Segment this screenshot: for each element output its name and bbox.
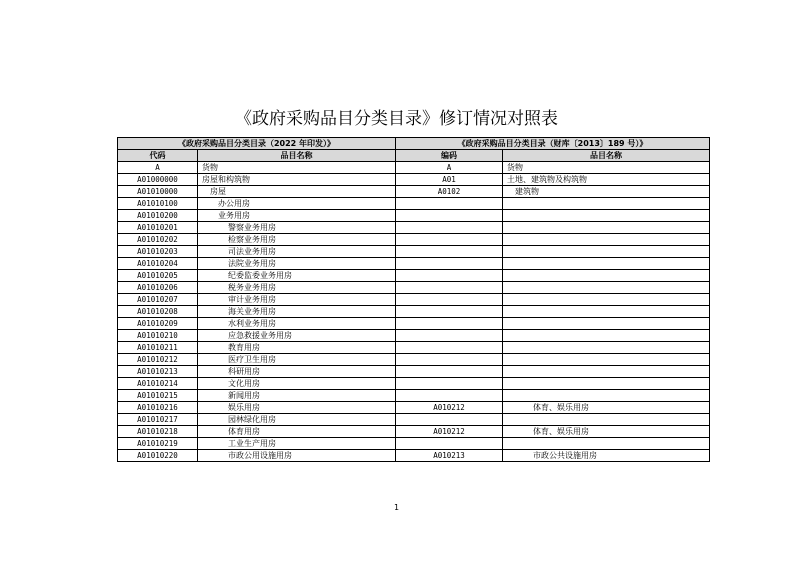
header-left-name: 品目名称	[198, 150, 396, 162]
left-name-cell: 货物	[198, 162, 396, 174]
left-name-cell: 检察业务用房	[198, 234, 396, 246]
left-name-cell: 医疗卫生用房	[198, 354, 396, 366]
left-code-cell: A01010211	[118, 342, 198, 354]
left-name-cell: 审计业务用房	[198, 294, 396, 306]
right-name-cell	[503, 438, 710, 450]
left-code-cell: A01010218	[118, 426, 198, 438]
right-code-cell: A010213	[396, 450, 503, 462]
left-code-cell: A01010205	[118, 270, 198, 282]
right-code-cell	[396, 342, 503, 354]
right-name-cell	[503, 330, 710, 342]
table-row	[118, 294, 710, 306]
table-row	[118, 366, 710, 378]
left-name-cell: 体育用房	[198, 426, 396, 438]
table-row	[118, 186, 710, 198]
left-code-cell: A01010214	[118, 378, 198, 390]
left-name-cell: 警察业务用房	[198, 222, 396, 234]
left-code-cell: A01010100	[118, 198, 198, 210]
table-row	[118, 318, 710, 330]
left-name-cell: 园林绿化用房	[198, 414, 396, 426]
left-name-cell: 司法业务用房	[198, 246, 396, 258]
table-row	[118, 426, 710, 438]
table-body	[118, 162, 710, 462]
table-row	[118, 282, 710, 294]
right-name-cell	[503, 222, 710, 234]
left-name-cell: 房屋	[198, 186, 396, 198]
left-name-cell: 水利业务用房	[198, 318, 396, 330]
right-code-cell	[396, 246, 503, 258]
left-code-cell: A01010207	[118, 294, 198, 306]
left-name-cell: 应急救援业务用房	[198, 330, 396, 342]
left-name-cell: 市政公用设施用房	[198, 450, 396, 462]
right-code-cell	[396, 210, 503, 222]
right-name-cell: 建筑物	[503, 186, 710, 198]
right-code-cell	[396, 378, 503, 390]
right-name-cell	[503, 198, 710, 210]
right-name-cell	[503, 342, 710, 354]
right-code-cell	[396, 198, 503, 210]
right-code-cell	[396, 294, 503, 306]
right-name-cell	[503, 246, 710, 258]
right-name-cell: 土地、建筑物及构筑物	[503, 174, 710, 186]
left-code-cell: A01010216	[118, 402, 198, 414]
left-name-cell: 办公用房	[198, 198, 396, 210]
table-row	[118, 222, 710, 234]
table-row	[118, 174, 710, 186]
right-code-cell	[396, 234, 503, 246]
table-row	[118, 306, 710, 318]
left-code-cell: A01010209	[118, 318, 198, 330]
right-name-cell	[503, 318, 710, 330]
right-code-cell	[396, 282, 503, 294]
table-row	[118, 450, 710, 462]
right-code-cell	[396, 270, 503, 282]
left-code-cell: A01010215	[118, 390, 198, 402]
right-name-cell	[503, 282, 710, 294]
left-name-cell: 税务业务用房	[198, 282, 396, 294]
right-code-cell	[396, 438, 503, 450]
left-code-cell: A01010206	[118, 282, 198, 294]
table-row	[118, 354, 710, 366]
table-row	[118, 342, 710, 354]
right-name-cell: 体育、娱乐用房	[503, 426, 710, 438]
right-name-cell: 体育、娱乐用房	[503, 402, 710, 414]
table-row	[118, 330, 710, 342]
left-code-cell: A	[118, 162, 198, 174]
left-name-cell: 工业生产用房	[198, 438, 396, 450]
right-code-cell	[396, 306, 503, 318]
left-name-cell: 新闻用房	[198, 390, 396, 402]
right-code-cell: A0102	[396, 186, 503, 198]
group-header-row	[118, 138, 710, 150]
right-name-cell	[503, 270, 710, 282]
table-row	[118, 438, 710, 450]
right-name-cell	[503, 366, 710, 378]
table-row	[118, 234, 710, 246]
left-code-cell: A01010213	[118, 366, 198, 378]
left-name-cell: 娱乐用房	[198, 402, 396, 414]
table-row	[118, 390, 710, 402]
right-code-cell	[396, 366, 503, 378]
right-code-cell	[396, 258, 503, 270]
page-title: 《政府采购品目分类目录》修订情况对照表	[235, 109, 558, 129]
right-name-cell: 市政公共设施用房	[503, 450, 710, 462]
left-code-cell: A01010219	[118, 438, 198, 450]
group-header-2022: 《政府采购品目分类目录（2022 年印发）》	[118, 138, 396, 150]
right-name-cell	[503, 390, 710, 402]
left-code-cell: A01010212	[118, 354, 198, 366]
page-number: 1	[393, 503, 400, 512]
right-code-cell	[396, 330, 503, 342]
right-code-cell	[396, 390, 503, 402]
right-code-cell: A010212	[396, 426, 503, 438]
left-code-cell: A01010202	[118, 234, 198, 246]
left-code-cell: A01000000	[118, 174, 198, 186]
right-code-cell	[396, 414, 503, 426]
column-header-row	[118, 150, 710, 162]
left-name-cell: 教育用房	[198, 342, 396, 354]
right-name-cell	[503, 210, 710, 222]
table-row	[118, 198, 710, 210]
comparison-table	[117, 137, 710, 462]
left-code-cell: A01010217	[118, 414, 198, 426]
left-name-cell: 海关业务用房	[198, 306, 396, 318]
left-name-cell: 法院业务用房	[198, 258, 396, 270]
right-code-cell	[396, 354, 503, 366]
right-code-cell: A01	[396, 174, 503, 186]
right-code-cell	[396, 222, 503, 234]
table-row	[118, 270, 710, 282]
table-row	[118, 210, 710, 222]
left-name-cell: 文化用房	[198, 378, 396, 390]
table-row	[118, 402, 710, 414]
left-name-cell: 纪委监委业务用房	[198, 270, 396, 282]
right-name-cell	[503, 414, 710, 426]
left-code-cell: A01010200	[118, 210, 198, 222]
table-row	[118, 414, 710, 426]
left-name-cell: 科研用房	[198, 366, 396, 378]
left-name-cell: 业务用房	[198, 210, 396, 222]
left-code-cell: A01010000	[118, 186, 198, 198]
table-row	[118, 378, 710, 390]
right-name-cell: 货物	[503, 162, 710, 174]
right-name-cell	[503, 354, 710, 366]
right-name-cell	[503, 378, 710, 390]
right-name-cell	[503, 306, 710, 318]
left-code-cell: A01010204	[118, 258, 198, 270]
table-row	[118, 162, 710, 174]
left-code-cell: A01010208	[118, 306, 198, 318]
right-code-cell	[396, 318, 503, 330]
right-code-cell: A	[396, 162, 503, 174]
header-left-code: 代码	[118, 150, 198, 162]
left-code-cell: A01010203	[118, 246, 198, 258]
left-name-cell: 房屋和构筑物	[198, 174, 396, 186]
right-name-cell	[503, 258, 710, 270]
left-code-cell: A01010201	[118, 222, 198, 234]
right-name-cell	[503, 234, 710, 246]
left-code-cell: A01010220	[118, 450, 198, 462]
group-header-2013: 《政府采购品目分类目录（财库〔2013〕189 号）》	[396, 138, 710, 150]
right-code-cell: A010212	[396, 402, 503, 414]
left-code-cell: A01010210	[118, 330, 198, 342]
table-row	[118, 258, 710, 270]
header-right-name: 品目名称	[503, 150, 710, 162]
right-name-cell	[503, 294, 710, 306]
table-row	[118, 246, 710, 258]
header-right-code: 编码	[396, 150, 503, 162]
